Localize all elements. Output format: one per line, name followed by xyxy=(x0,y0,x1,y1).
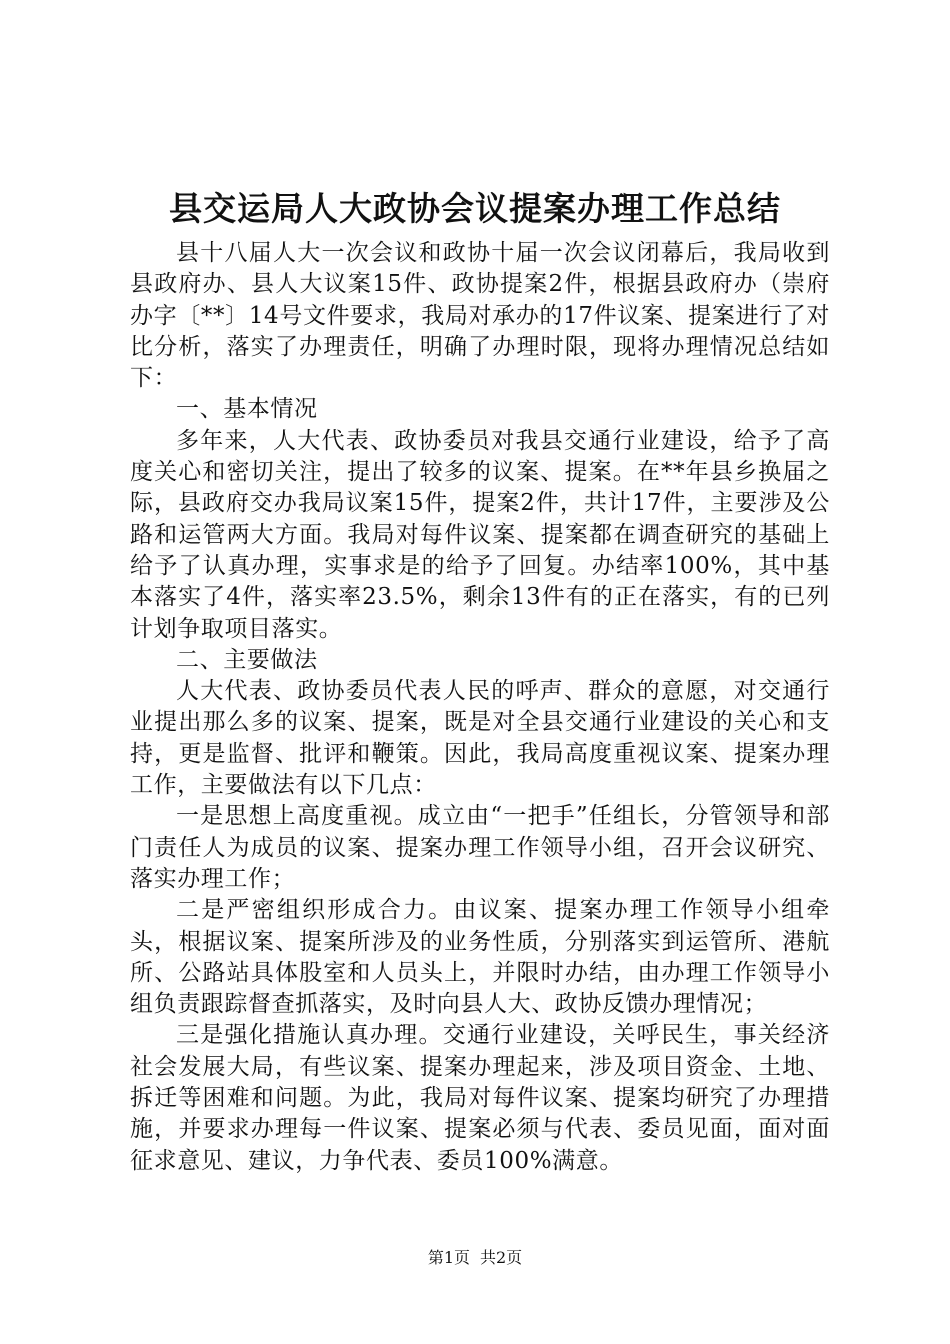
paragraph-intro: 县十八届人大一次会议和政协十届一次会议闭幕后，我局收到县政府办、县人大议案15件、政协提案2件，根据县政府办（崇府办字〔**〕14号文件要求，我局对承办的17件议案、提案进行了对比分析，落实了办理责任，明确了办理时限，现将办理情况总结如下： xyxy=(130,240,830,392)
paragraph-method-3: 三是强化措施认真办理。交通行业建设，关呼民生，事关经济社会发展大局，有些议案、提案办理起来，涉及项目资金、土地、拆迁等困难和问题。为此，我局对每件议案、提案均研究了办理措施，并要求办理每一件议案、提案必须与代表、委员见面，面对面征求意见、建议，力争代表、委员100%满意。 xyxy=(130,1022,830,1174)
paragraph-basic-situation: 多年来，人大代表、政协委员对我县交通行业建设，给予了高度关心和密切关注，提出了较多的议案、提案。在**年县乡换届之际，县政府交办我局议案15件，提案2件，共计17件，主要涉及公路和运管两大方面。我局对每件议案、提案都在调查研究的基础上给予了认真办理，实事求是的给予了回复。办结率100%，其中基本落实了4件，落实率23.5%，剩余13件有的正在落实，有的已列计划争取项目落实。 xyxy=(130,427,830,642)
section-heading-methods: 二、主要做法 xyxy=(176,646,318,673)
paragraph-methods-intro: 人大代表、政协委员代表人民的呼声、群众的意愿，对交通行业提出那么多的议案、提案，既是对全县交通行业建设的关心和支持，更是监督、批评和鞭策。因此，我局高度重视议案、提案办理工作，主要做法有以下几点： xyxy=(130,678,830,799)
document-body xyxy=(130,238,830,1177)
document-title: 县交运局人大政协会议提案办理工作总结 xyxy=(169,189,781,228)
page-total: 共2页 xyxy=(480,1248,523,1267)
page-footer xyxy=(0,1247,950,1269)
paragraph-method-2: 二是严密组织形成合力。由议案、提案办理工作领导小组牵头，根据议案、提案所涉及的业务性质，分别落实到运管所、港航所、公路站具体股室和人员头上，并限时办结，由办理工作领导小组负责跟踪督查抓落实，及时向县人大、政协反馈办理情况； xyxy=(130,897,830,1018)
paragraph-method-1: 一是思想上高度重视。成立由“一把手”任组长，分管领导和部门责任人为成员的议案、提案办理工作领导小组，召开会议研究、落实办理工作； xyxy=(130,803,830,892)
section-heading-basic: 一、基本情况 xyxy=(176,396,318,423)
page-number: 第1页 xyxy=(427,1248,470,1267)
